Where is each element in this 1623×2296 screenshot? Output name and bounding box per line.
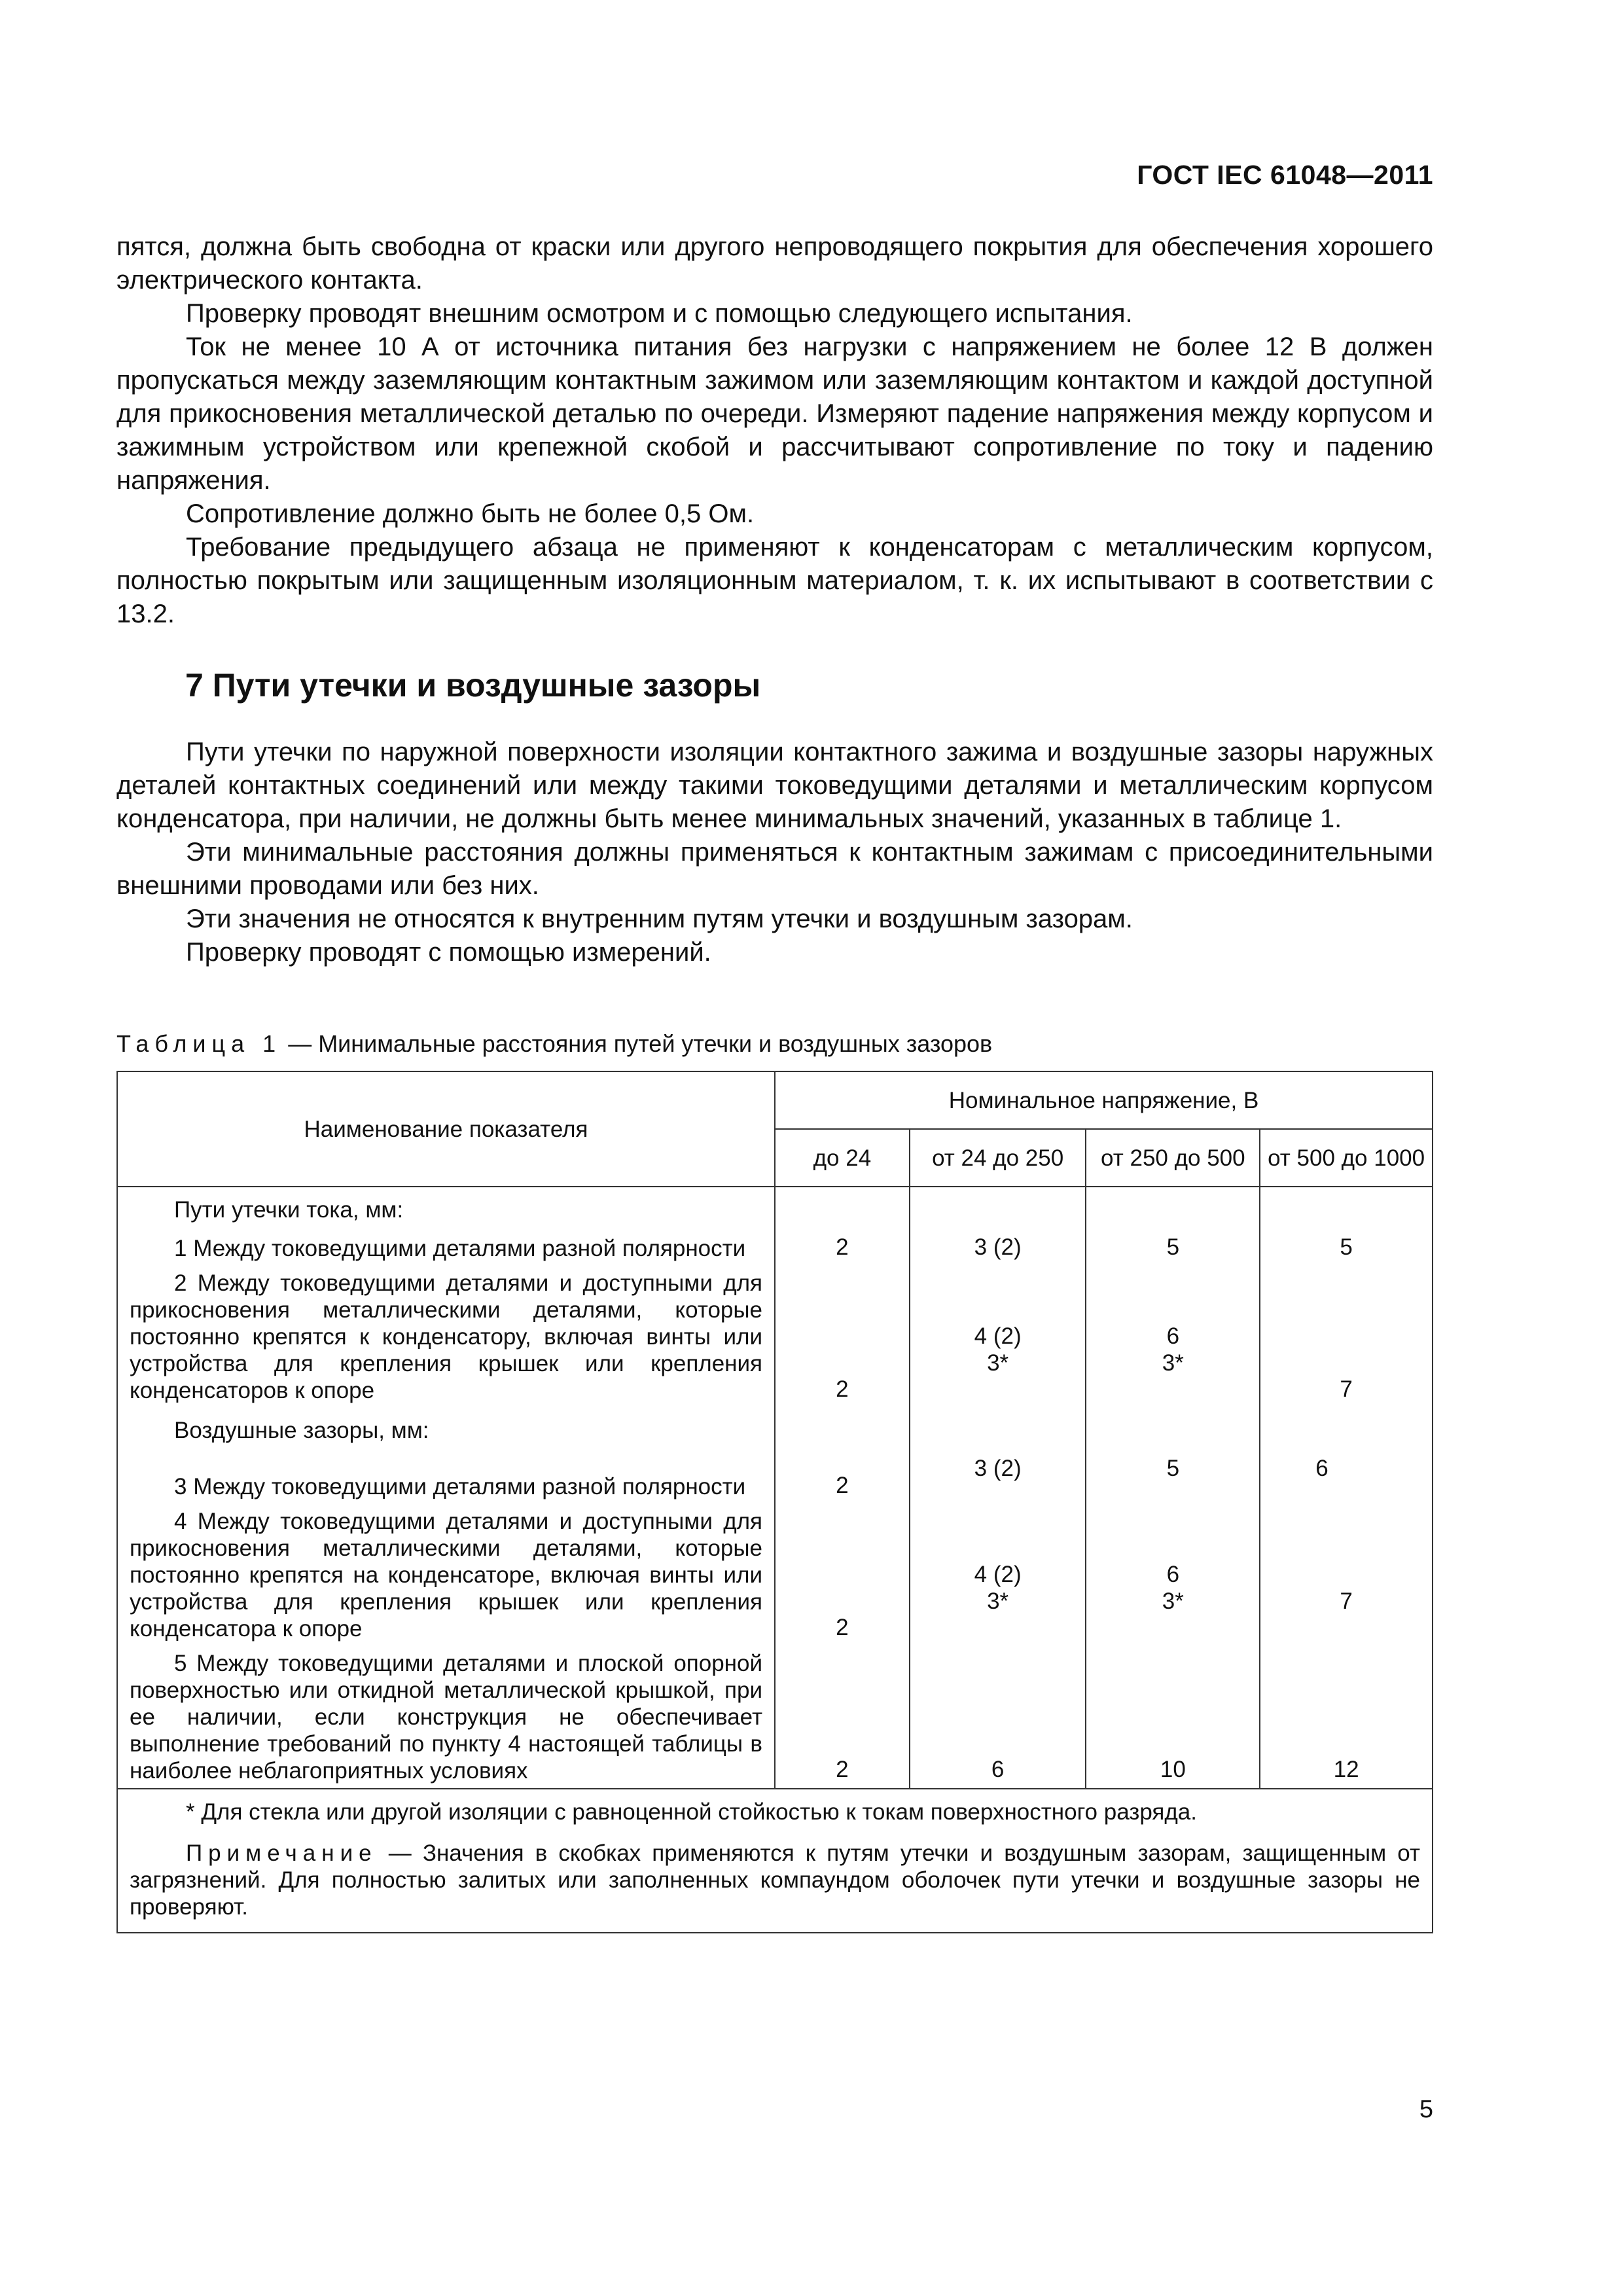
cell-value: 2 xyxy=(775,1451,910,1504)
table-caption-text: — Минимальные расстояния путей утечки и воздушных зазоров xyxy=(281,1030,993,1057)
section-heading: 7 Пути утечки и воздушные зазоры xyxy=(185,667,761,704)
row-name: 4 Между токоведущими деталями и доступными для прикосновения металлическими деталями, которые постоянно крепятся на конденсаторе, включая винты или устройства для крепления крышек или крепления конденсатора к опоре xyxy=(130,1509,763,1641)
row-name: 3 Между токоведущими деталями разной полярности xyxy=(174,1474,746,1499)
cell-value: 12 xyxy=(1260,1646,1433,1789)
cell-value: 3* xyxy=(1162,1588,1184,1614)
table-caption-label: Таблица 1 xyxy=(116,1030,282,1057)
paragraph: Требование предыдущего абзаца не применяют к конденсаторам с металлическим корпусом, полностью покрытым или защищенным изоляционным материалом, т. к. их испытывают в соответствии с 13.2. xyxy=(116,533,1433,628)
row-name: 2 Между токоведущими деталями и доступными для прикосновения металлическими деталями, которые постоянно крепятся к конденсатору, включая винты или устройства для крепления крышек или крепления конденсаторов к опоре xyxy=(130,1270,763,1403)
cell-value: 3* xyxy=(1162,1350,1184,1376)
paragraph: Проверку проводят внешним осмотром и с помощью следующего испытания. xyxy=(186,299,1133,328)
column-header: от 24 до 250 xyxy=(910,1129,1086,1187)
table-row xyxy=(117,1451,1433,1504)
header-voltage: Номинальное напряжение, В xyxy=(775,1071,1433,1129)
cell-value: 4 (2) xyxy=(974,1323,1022,1349)
paragraph: Эти минимальные расстояния должны применяться к контактным зажимам с присоединительными внешними проводами или без них. xyxy=(116,838,1433,900)
cell-value: 6 xyxy=(1166,1562,1180,1587)
paragraph: Эти значения не относятся к внутренним путям утечки и воздушным зазорам. xyxy=(186,905,1133,933)
table-row xyxy=(117,1646,1433,1789)
table-group-row xyxy=(117,1408,1433,1451)
column-header: от 250 до 500 xyxy=(1086,1129,1260,1187)
document-header: ГОСТ IEC 61048—2011 xyxy=(1137,160,1433,190)
distances-table xyxy=(116,1071,1433,1933)
column-header: от 500 до 1000 xyxy=(1260,1129,1433,1187)
cell-value: 4 (2) xyxy=(974,1562,1022,1587)
paragraph: пятся, должна быть свободна от краски или другого непроводящего покрытия для обеспечения хорошего электрического контакта. xyxy=(116,232,1433,295)
row-name: 5 Между токоведущими деталями и плоской опорной поверхностью или откидной металлической крышкой, при ее наличии, если конструкция не обеспечивает выполнение требований по пункту 4 настоящей таблицы в наиболее неблагоприятных условиях xyxy=(130,1651,763,1784)
table-note xyxy=(130,1840,1420,1920)
table-row xyxy=(117,1230,1433,1266)
table-footer-row xyxy=(117,1789,1433,1933)
group-label: Пути утечки тока, мм: xyxy=(117,1187,775,1230)
cell-value: 5 xyxy=(1086,1451,1260,1504)
cell-value: 10 xyxy=(1086,1646,1260,1789)
paragraph: Ток не менее 10 А от источника питания без нагрузки с напряжением не более 12 В должен пропускаться между заземляющим контактным зажимом или заземляющим контактом и каждой доступной для прикосновения металлической деталью по очереди. Измеряют падение напряжения между корпусом и зажимным устройством или крепежной скобой и рассчитывают сопротивление по току и падению напряжения. xyxy=(116,332,1433,495)
paragraph: Пути утечки по наружной поверхности изоляции контактного зажима и воздушные зазоры наружных деталей контактных соединений или между такими токоведущими деталями и металлическим корпусом конденсатора, при наличии, не должны быть менее минимальных значений, указанных в таблице 1. xyxy=(116,738,1433,833)
intro-text xyxy=(116,230,1433,631)
cell-value: 6 xyxy=(1166,1323,1180,1349)
cell-value: 7 xyxy=(1260,1504,1433,1646)
cell-value: 6 xyxy=(910,1646,1086,1789)
column-header: до 24 xyxy=(775,1129,910,1187)
cell-value: 6 xyxy=(1260,1451,1433,1504)
section-text xyxy=(116,736,1433,969)
cell-value: 2 xyxy=(775,1266,910,1408)
cell-value: 2 xyxy=(775,1646,910,1789)
group-label: Воздушные зазоры, мм: xyxy=(117,1408,775,1451)
note-text: — Значения в скобках применяются к путям утечки и воздушным зазорам, защищенным от загрязнений. Для полностью залитых или заполненных компаундом оболочек пути утечки и воздушные зазоры не проверяют. xyxy=(130,1840,1420,1920)
paragraph: Проверку проводят с помощью измерений. xyxy=(186,938,711,967)
cell-value: 3 (2) xyxy=(910,1230,1086,1266)
cell-value: 2 xyxy=(775,1230,910,1266)
note-label: Примечание xyxy=(186,1840,378,1866)
table-footnote: * Для стекла или другой изоляции с равноценной стойкостью к токам поверхностного разряда. xyxy=(186,1799,1197,1825)
row-name: 1 Между токоведущими деталями разной полярности xyxy=(174,1236,746,1261)
cell-value: 7 xyxy=(1260,1266,1433,1408)
paragraph: Сопротивление должно быть не более 0,5 Ом. xyxy=(186,499,755,528)
cell-value: 2 xyxy=(775,1504,910,1646)
table-row xyxy=(117,1266,1433,1408)
cell-value: 3 (2) xyxy=(910,1451,1086,1504)
page-number: 5 xyxy=(1419,2096,1433,2123)
table-caption xyxy=(116,1030,992,1058)
cell-value: 3* xyxy=(987,1350,1009,1376)
table-row xyxy=(117,1504,1433,1646)
cell-value: 5 xyxy=(1260,1230,1433,1266)
cell-value: 5 xyxy=(1086,1230,1260,1266)
table-group-row xyxy=(117,1187,1433,1230)
cell-value: 3* xyxy=(987,1588,1009,1614)
header-name: Наименование показателя xyxy=(117,1071,775,1187)
